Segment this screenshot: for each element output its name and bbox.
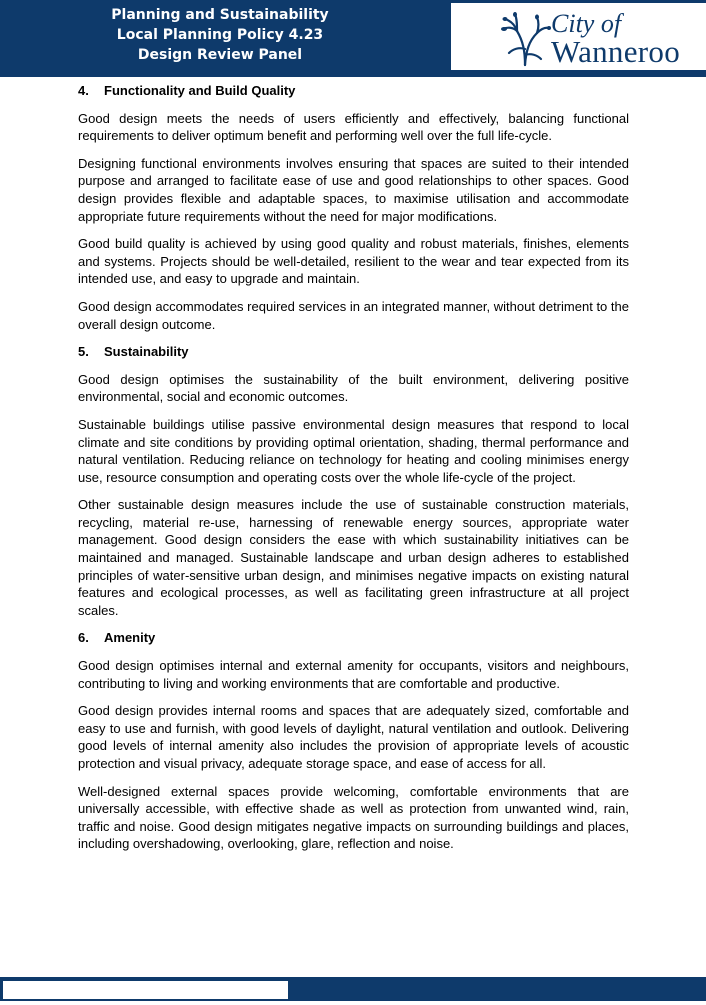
footer-white-strip (3, 981, 288, 999)
paragraph: Other sustainable design measures include the use of sustainable construction materials, recycling, material re-use, harnessing of renewable energy sources, appropriate water management. Good design considers the ease with which sustainability initiatives can be maintained and managed. Sustainable landscape and urban design adheres to established principles of water-sensitive urban design, and minimises negative impacts on existing natural features and ecological processes, as well as facilitating green infrastructure at all project scales. (78, 497, 629, 618)
section-sustainability (78, 343, 629, 619)
section-functionality (78, 82, 629, 333)
document-body (78, 82, 629, 863)
document-title (0, 5, 440, 65)
section-title: Sustainability (104, 344, 189, 360)
section-heading (78, 82, 629, 100)
section-number: 5. (78, 344, 89, 360)
paragraph: Sustainable buildings utilise passive environmental design measures that respond to local climate and site conditions by providing optimal orientation, shading, thermal performance and natural ventilation. Reducing reliance on technology for heating and cooling minimises energy use, resource consumption and operating costs over the whole life-cycle of the project. (78, 416, 629, 485)
paragraph: Designing functional environments involves ensuring that spaces are suited to their intended purpose and arranged to facilitate ease of use and good relationships to other spaces. Good design provides flexible and adaptable spaces, to maximise utilisation and accommodate appropriate future requirements without the need for major modifications. (78, 155, 629, 224)
paragraph: Good design accommodates required services in an integrated manner, without detriment to the overall design outcome. (78, 298, 629, 332)
paragraph: Good design meets the needs of users efficiently and effectively, balancing functional requirements to deliver optimum benefit and performing well over the full life-cycle. (78, 110, 629, 144)
paragraph: Good design optimises the sustainability of the built environment, delivering positive environmental, social and economic outcomes. (78, 371, 629, 405)
section-number: 4. (78, 83, 89, 98)
section-title: Amenity (104, 630, 156, 646)
logo-text-wanneroo: Wanneroo (551, 34, 681, 69)
section-title: Functionality and Build Quality (104, 83, 296, 98)
city-logo (451, 3, 706, 70)
title-line-3: Design Review Panel (137, 47, 303, 63)
title-line-1: Planning and Sustainability (111, 7, 329, 23)
paragraph: Well-designed external spaces provide welcoming, comfortable environments that are universally accessible, with effective shade as well as protection from unwanted wind, rain, traffic and noise. Good design mitigates negative impacts on surrounding buildings and places, including overshadowing, overlooking, glare, reflection and noise. (78, 783, 629, 852)
section-number: 6. (78, 630, 89, 646)
section-amenity (78, 629, 629, 853)
section-heading (78, 343, 629, 361)
paragraph: Good design provides internal rooms and spaces that are adequately sized, comfortable and easy to use and furnish, with good levels of daylight, natural ventilation and outlook. Delivering good levels of internal amenity also includes the provision of appropriate levels of acoustic protection and visual privacy, adequate storage space, and ease of access for all. (78, 703, 629, 771)
title-line-2: Local Planning Policy 4.23 (116, 27, 324, 43)
section-heading (78, 629, 629, 647)
paragraph: Good design optimises internal and external amenity for occupants, visitors and neighbours, contributing to living and working environments that are comfortable and productive. (78, 658, 629, 691)
kangaroo-paw-flower-icon (495, 11, 551, 67)
paragraph: Good build quality is achieved by using good quality and robust materials, finishes, elements and systems. Projects should be well-detailed, resilient to the wear and tear expected from its intended use, and easy to upgrade and maintain. (78, 236, 629, 287)
logo-text-city-of: City of (551, 9, 622, 38)
